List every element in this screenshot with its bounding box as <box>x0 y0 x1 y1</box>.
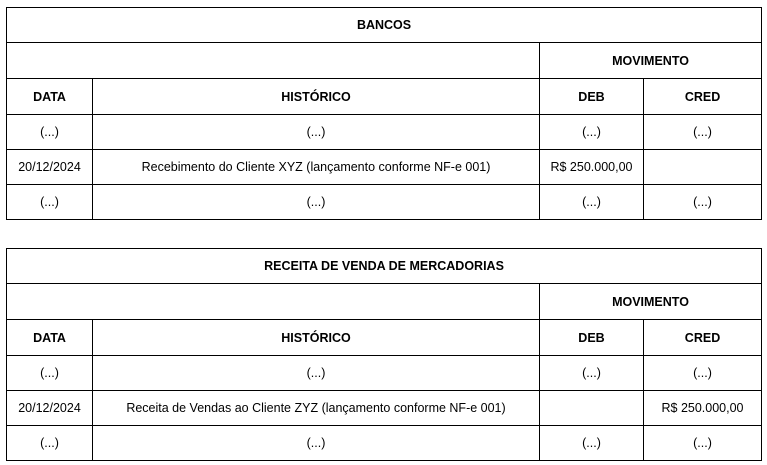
cell-historico: (...) <box>93 356 540 391</box>
movimento-spacer <box>7 284 540 320</box>
column-header-historico: HISTÓRICO <box>93 320 540 356</box>
movimento-header: MOVIMENTO <box>540 284 762 320</box>
table-title: BANCOS <box>7 8 762 43</box>
cell-historico: (...) <box>93 115 540 150</box>
cell-deb: R$ 250.000,00 <box>540 150 644 185</box>
cell-data: 20/12/2024 <box>7 391 93 426</box>
table-row <box>7 391 762 426</box>
bancos-table <box>6 7 762 220</box>
cell-cred: R$ 250.000,00 <box>644 391 762 426</box>
cell-historico: (...) <box>93 426 540 461</box>
cell-data: (...) <box>7 356 93 391</box>
movimento-spacer <box>7 43 540 79</box>
column-header-deb: DEB <box>540 320 644 356</box>
cell-historico: Receita de Vendas ao Cliente ZYZ (lançamento conforme NF-e 001) <box>93 391 540 426</box>
cell-cred: (...) <box>644 426 762 461</box>
receita-table <box>6 248 762 461</box>
cell-deb: (...) <box>540 185 644 220</box>
table-row <box>7 185 762 220</box>
table-title: RECEITA DE VENDA DE MERCADORIAS <box>7 249 762 284</box>
cell-cred: (...) <box>644 115 762 150</box>
table-row <box>7 356 762 391</box>
table-row <box>7 150 762 185</box>
cell-data: (...) <box>7 185 93 220</box>
column-header-data: DATA <box>7 320 93 356</box>
table-row <box>7 115 762 150</box>
cell-deb: (...) <box>540 356 644 391</box>
column-header-historico: HISTÓRICO <box>93 79 540 115</box>
cell-historico: (...) <box>93 185 540 220</box>
column-header-cred: CRED <box>644 79 762 115</box>
cell-historico: Recebimento do Cliente XYZ (lançamento conforme NF-e 001) <box>93 150 540 185</box>
table-row <box>7 426 762 461</box>
movimento-header: MOVIMENTO <box>540 43 762 79</box>
column-header-deb: DEB <box>540 79 644 115</box>
cell-cred: (...) <box>644 185 762 220</box>
column-header-cred: CRED <box>644 320 762 356</box>
cell-data: (...) <box>7 115 93 150</box>
cell-cred: (...) <box>644 356 762 391</box>
cell-data: 20/12/2024 <box>7 150 93 185</box>
cell-deb <box>540 391 644 426</box>
cell-deb: (...) <box>540 115 644 150</box>
cell-deb: (...) <box>540 426 644 461</box>
column-header-data: DATA <box>7 79 93 115</box>
cell-cred <box>644 150 762 185</box>
cell-data: (...) <box>7 426 93 461</box>
